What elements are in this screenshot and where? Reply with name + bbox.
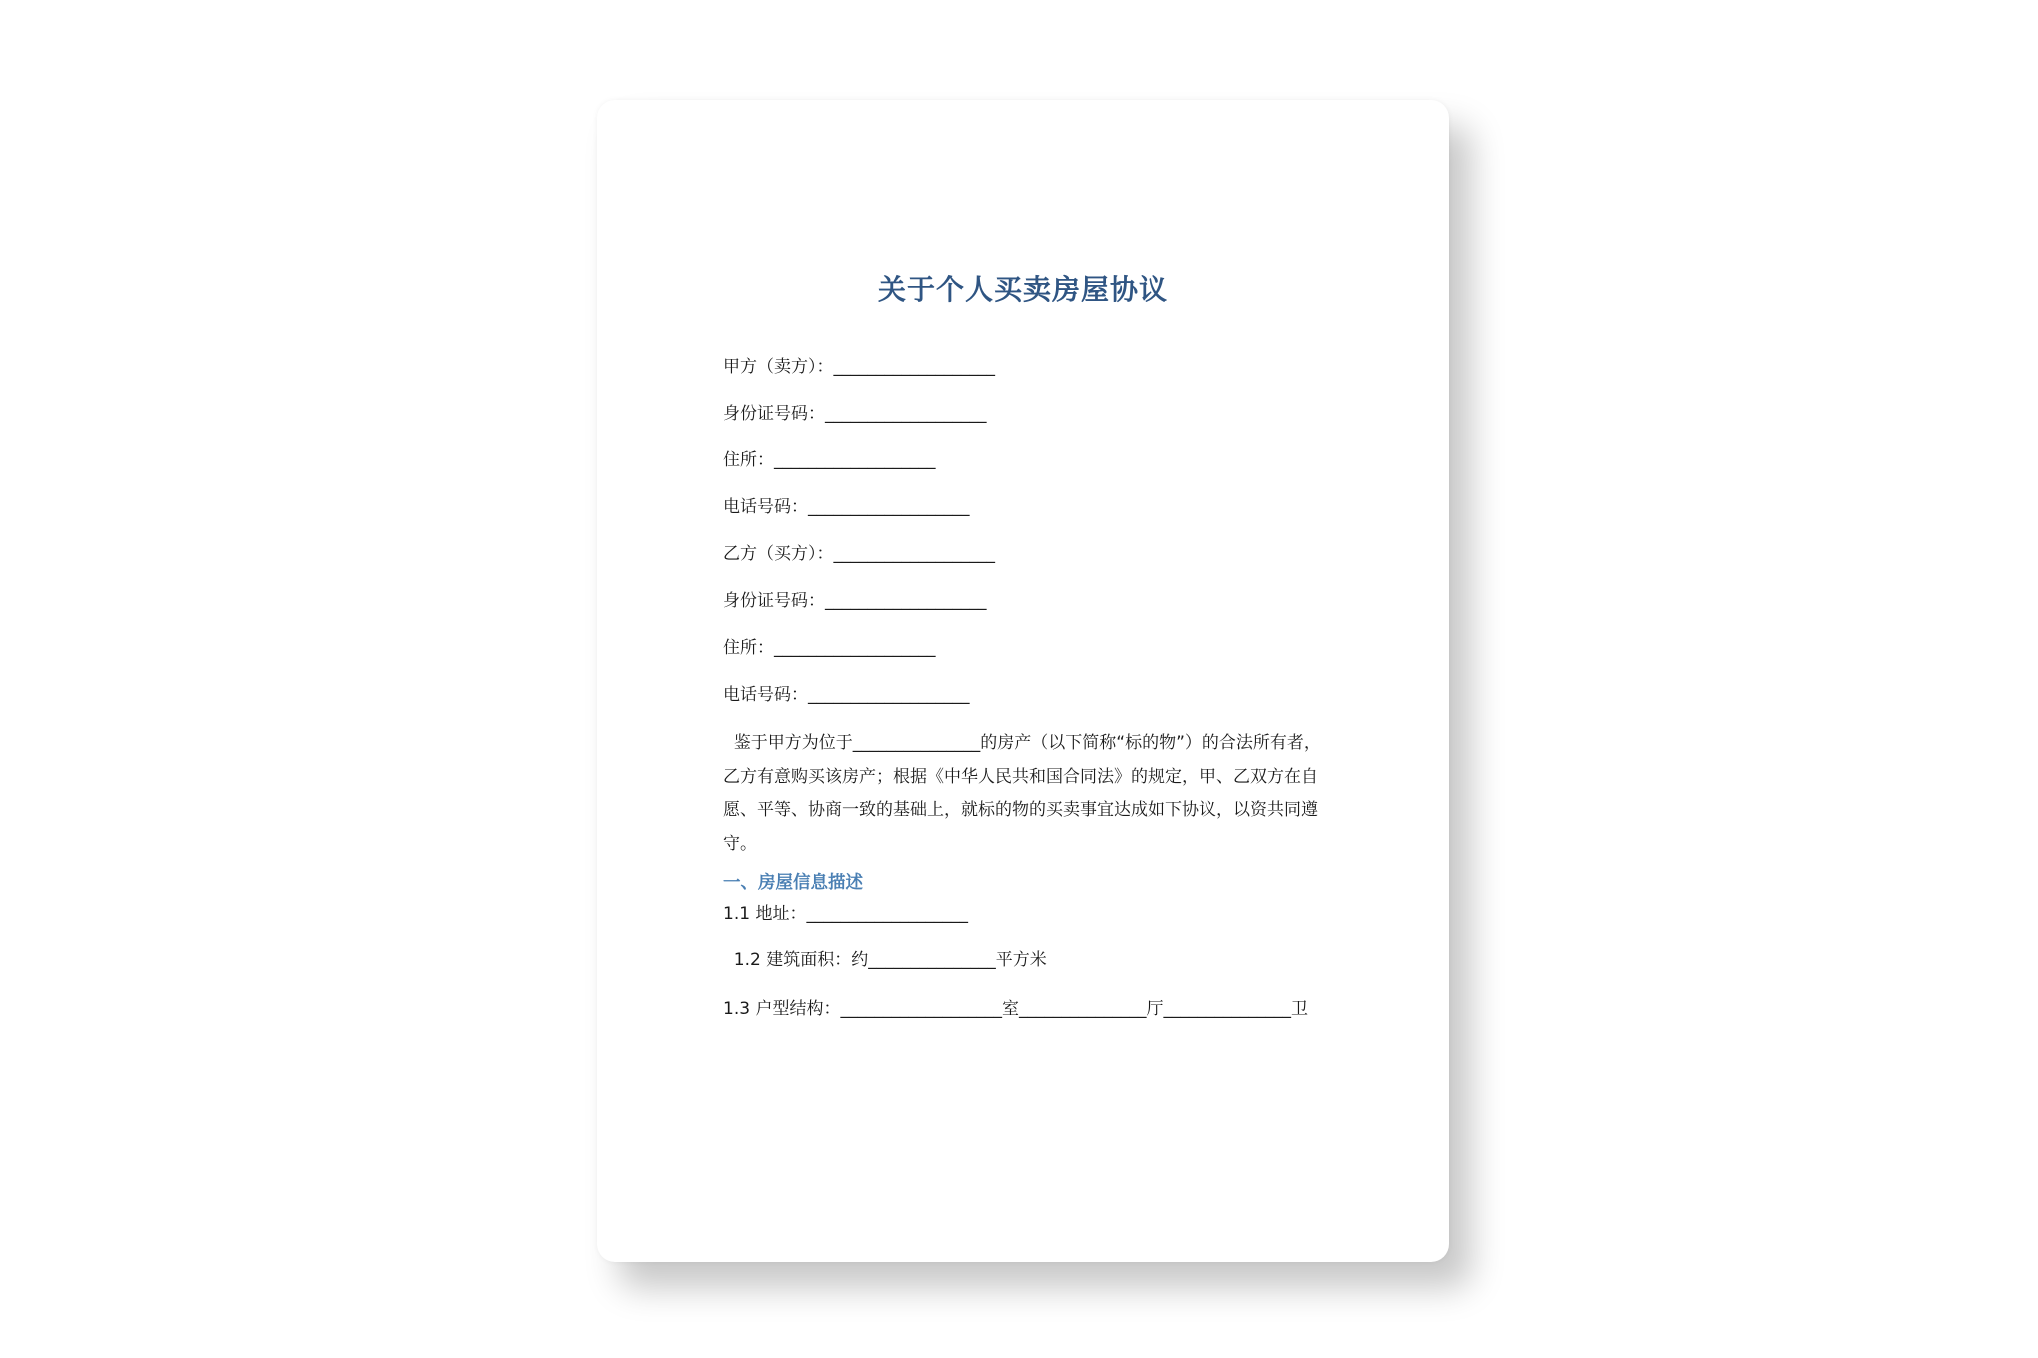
party-b-id-line: 身份证号码：___________________: [723, 591, 987, 611]
document-title: 关于个人买卖房屋协议: [877, 273, 1168, 306]
party-b-address-line: 住所：___________________: [723, 638, 936, 658]
item-1-1-address: 1.1 地址：___________________: [723, 904, 968, 924]
section-1-heading: 一、房屋信息描述: [723, 873, 863, 893]
party-b-phone-line: 电话号码：___________________: [723, 685, 970, 705]
party-a-name-line: 甲方（卖方）：___________________: [723, 357, 995, 377]
party-a-address-line: 住所：___________________: [723, 450, 936, 470]
document-page: [597, 100, 1449, 1262]
item-1-2-area: 1.2 建筑面积：约_______________平方米: [723, 950, 1047, 970]
item-1-3-layout: 1.3 户型结构：___________________室_______________厅_______________卫: [723, 999, 1308, 1019]
party-b-name-line: 乙方（买方）：___________________: [723, 544, 995, 564]
party-a-phone-line: 电话号码：___________________: [723, 497, 970, 517]
preamble-paragraph: 鉴于甲方为位于_______________的房产（以下简称“标的物”）的合法所有者，乙方有意购买该房产；根据《中华人民共和国合同法》的规定，甲、乙双方在自愿、平等、协商一致的基础上，就标的物的买卖事宜达成如下协议，以资共同遵守。: [723, 733, 1321, 854]
party-a-id-line: 身份证号码：___________________: [723, 404, 987, 424]
